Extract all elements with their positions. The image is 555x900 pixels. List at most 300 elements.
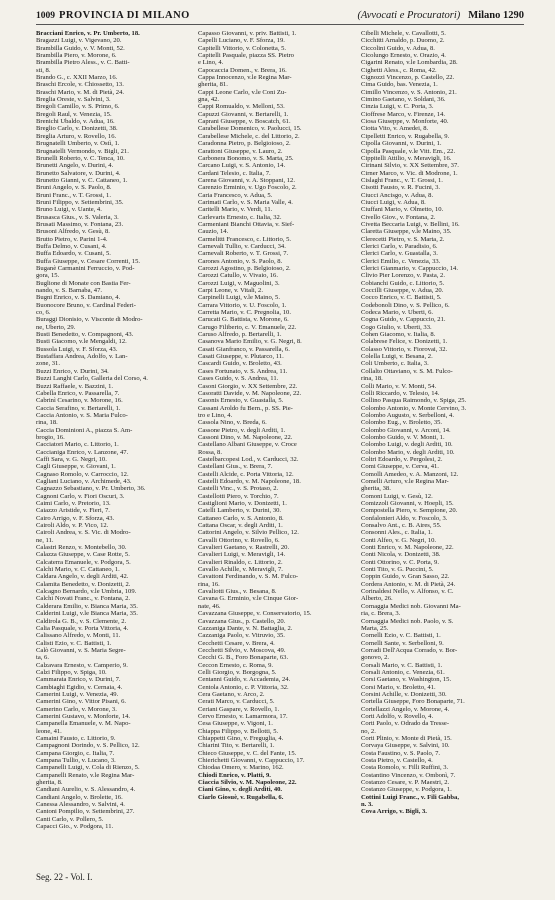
listing-entry: Colombo Luigi, v. degli Arditi, 10. <box>361 441 453 449</box>
listing-entry: Chiappetti Gino, v. Freguglia, 4. <box>198 735 284 742</box>
listing-entry: Carena Giovanni, v. A. Stoppani, 12. <box>198 176 295 184</box>
listing-entry: Capitelli Vittorio, v. Colonetta, 5. <box>198 44 287 52</box>
listing-entry: Cagliani Luciano, v. Archimede, 43. <box>36 477 132 485</box>
listing-entry: Capasso Giovanni, v. priv. Battisti, 1. <box>198 30 297 37</box>
listing-entry: Caccia Dominioni A., piazza S. Am- <box>36 426 133 434</box>
listing-entry: Calisti Ezio, v. C. Battisti, 1. <box>36 639 112 647</box>
listing-entry: Brenichi Ubaldo, v. Adua, 16. <box>36 118 115 126</box>
listing-entry: Carpinelli Luigi, v.le Maino, 5. <box>198 294 280 302</box>
listing-entry: Carabellese Michele, c. del Littorio, 2. <box>198 132 300 140</box>
listing-entry: Consonni Ales., c. Italia, 1. <box>361 529 433 537</box>
listing-entry: Carnevali Roberto, v. T. Grossi, 7. <box>198 250 289 258</box>
listing-entry: Cighetti Aless., c. Roma, 42. <box>361 66 437 74</box>
listing-entry: Cottini Luigi Franc., v. Fili Gabba, <box>361 793 460 801</box>
listing-entry: Breglia Arturo, v. Rovello, 16. <box>36 132 117 140</box>
listing-entry: Comizzoli Giovanni, v. Hoepli, 15. <box>361 500 454 507</box>
listing-entry: Collino Pasqua Raimondo, v. Spiga, 25. <box>361 397 467 405</box>
listing-entry: Cesa Giuseppe, v. Vigoni, 1. <box>198 720 273 728</box>
listing-entry: Cortella Giuseppe, Foro Bonaparte, 71. <box>361 698 465 706</box>
listing-entry: Brusoni Alfredo, v. Gesù, 8. <box>36 228 110 236</box>
listing-entry: Civetta Beccaria Luigi, v. Bellini, 16. <box>361 220 460 228</box>
listing-entry: Catelli Lamberto, v. Durini, 30. <box>198 507 282 515</box>
listing-entry: Cera Gaetano, v. Arco, 2. <box>198 690 265 698</box>
listing-entry: Costanzo Cesare, v. P. Maestri, 2. <box>361 779 450 787</box>
listing-entry: Buonocore Bruno, v. Cardinal Federi- <box>36 301 136 309</box>
listing-entry: Cappi Leone Carlo, v.le Coni Zu- <box>198 88 287 96</box>
listing-entry: leone, 41. <box>36 727 62 735</box>
listing-entry: Caccia Antonio, v. S. Maria Fulco- <box>36 411 128 419</box>
listing-entry: Cappa Innocenzo, v.le Regina Mar- <box>198 74 292 82</box>
listing-entry: Costa Faustino, v. S. Paolo, 7. <box>361 749 441 757</box>
listing-entry: Costa Pietro, v. Castello, 4. <box>361 757 433 765</box>
listing-entry: Clerici Emilio, c. Venezia, 33. <box>361 257 441 265</box>
listing-entry: Cattaneo Carlo, v. S. Antonio, 8. <box>198 514 284 522</box>
city-year: Milano 1290 <box>468 10 524 21</box>
listing-entry: Colabrese Felice, v. Donizetti, 1. <box>361 338 448 346</box>
listing-entry: Cavalieri Rinaldo, c. Littorio, 2. <box>198 558 283 566</box>
listing-entry: Capelli Luciano, v. F. Sforza, 19. <box>198 37 285 45</box>
listing-entry: Cases Fortunato, v. S. Andrea, 11. <box>198 367 288 375</box>
listing-entry: Carozzi Luigi, v. Maguolini, 3. <box>198 279 280 287</box>
listing-entry: Conti Alfeo, v. G. Negri, 10. <box>361 536 437 544</box>
listing-entry: ne, Uberto, 29. <box>36 323 76 331</box>
listing-entry: Cogo Giulio, v. Uberti, 33. <box>361 323 432 331</box>
listing-column-1 <box>36 30 194 865</box>
listing-entry: Carattoni Giuseppe, v. Lauro, 2. <box>198 147 283 155</box>
listing-entry: sti, 8. <box>36 66 51 74</box>
listing-entry: Cioffrese Marco, v. Firenze, 14. <box>361 110 446 118</box>
listing-entry: Cairoli Andrea, v. S. Vic. di Modro- <box>36 529 131 537</box>
listing-entry: Brusati Massimo, v. Fontana, 23. <box>36 220 124 228</box>
listing-entry: Castiglioni Mario, v. Donizetti, 1. <box>198 500 287 507</box>
listing-entry: Brambilla Guido, v. V. Monti, 52. <box>36 44 125 52</box>
listing-entry: Caradonna Pietro, p. Belgioioso, 2. <box>198 140 291 148</box>
listing-entry: Brunelli Roberto, v. C. Tenca, 10. <box>36 154 125 162</box>
listing-entry: Conti Ottorino, v. C. Porta, 9. <box>361 558 439 566</box>
listing-entry: Cabrinì Cesarino, v. Morone, 16. <box>36 397 123 405</box>
listing-entry: Cantoni Pompilio, v. Settembrini, 27. <box>36 808 135 816</box>
listing-entry: Celli Giorgio, v. Borgogna, 5. <box>198 668 277 676</box>
listing-entry: Clivio Pier Lorenzo, v. Pasta, 2. <box>361 272 445 280</box>
listing-entry: gora, 15. <box>36 272 60 280</box>
listing-entry: Cairo Arrigo, v. F. Sforza, 43. <box>36 514 115 522</box>
listing-entry: Bregoli Camillo, v. S. Primo, 6. <box>36 103 120 111</box>
listing-entry: Castelbarcopesi Lod., v. Carducci, 32. <box>198 455 299 463</box>
listing-entry: Buganè Carmanini Ferruccio, v. Pod- <box>36 265 135 272</box>
listing-entry: Braschi Ercole, v. Chiossetto, 13. <box>36 81 124 89</box>
listing-entry: Casonis Ernesto, v. Guastalla, 5. <box>198 397 284 405</box>
listing-entry: nando, v. S. Barnaba, 47. <box>36 287 103 295</box>
page-title: PROVINCIA DI MILANO <box>59 10 190 21</box>
listing-entry: Cecchetti Cesare, v. Brera, 4. <box>198 639 275 647</box>
listing-entry: Cascardi Guido, v. Broletto, 43. <box>198 360 282 368</box>
listing-entry: Cazzaniga Dante, v. N. Battaglia, 2. <box>198 624 293 632</box>
listing-entry: Brunetto Salvatore, v. Durini, 4. <box>36 169 121 177</box>
listing-entry: Ciarlo Giosuè, v. Rugabella, 6. <box>198 793 284 801</box>
listing-entry: Busti Benedetto, v. Compagnoni, 43. <box>36 331 134 339</box>
listing-entry: Cases Guido, v. S. Andrea, 11. <box>198 375 279 383</box>
listing-entry: Calcaterra Emanuele, v. Podgora, 5. <box>36 558 131 566</box>
listing-entry: co, 6. <box>36 309 51 317</box>
listing-entry: Brando G., c. XXII Marzo, 16. <box>36 74 118 82</box>
listing-entry: Cassone Pietro, v. degli Arditi, 1. <box>198 426 286 434</box>
listing-entry: zone, 31. <box>36 360 60 368</box>
listing-entry: ria, c. Brera, 3. <box>361 610 401 618</box>
listing-entry: Collalto Ottaviano, v. S. M. Fulco- <box>361 367 453 375</box>
listing-entry: Cobianchi Guido, c. Littorio, 5. <box>361 279 445 287</box>
listing-entry: Breglio Carlo, v. Donizetti, 38. <box>36 125 118 133</box>
listing-entry: Chieco Giuseppe, v. C. del Fante, 15. <box>198 749 297 757</box>
listing-entry: Calia Pasquale, v. Porta Vittoria, 4. <box>36 624 129 632</box>
listing-entry: Candiani Angelo, v. Brolette, 16. <box>36 793 123 801</box>
listing-entry: Cazzaniga Paolo, v. Vitruvio, 35. <box>198 632 285 640</box>
listing-entry: Colombo Mario, v. degli Arditi, 10. <box>361 448 455 456</box>
listing-entry: Cavazzana Giuseppe, v. Conservatorio, 15. <box>198 610 312 618</box>
listing-entry: Campanelli Luigi, v. Cola di Rienzo, 5. <box>36 764 140 772</box>
listing-entry: Civello Giov., v. Fontana, 2. <box>361 213 436 221</box>
listing-entry: Cicchitti Arnaldo, p. Duomo, 2. <box>361 37 445 45</box>
listing-entry: Carmelitti Francesco, c. Littorio, 5. <box>198 235 292 243</box>
listing-entry: Ciani Gino, v. degli Arditi, 40. <box>198 786 283 794</box>
listing-entry: Campana Tullio, v. Lucano, 3. <box>36 757 116 765</box>
listing-entry: Brunetti Angelo, v. Durini, 4. <box>36 162 114 170</box>
listing-entry: Canessa Alessandro, v. Salvini, 4. <box>36 801 125 809</box>
listing-entry: Cimino Gaetano, v. Soldani, 36. <box>361 96 446 104</box>
listing-entry: Clerici Gianmario, v. Cappuccio, 14. <box>361 265 458 272</box>
listing-entry: Calderara Emilio, v. Bianca Maria, 35. <box>36 602 138 610</box>
listing-entry: Caria Francesco, v. Adua, 5. <box>198 191 273 199</box>
listing-entry: Carucati G. Battista, v. Morone, 6. <box>198 316 289 324</box>
listing-entry: Casoratti Davide, v. M. Napoleone, 22. <box>198 389 302 397</box>
listing-entry: Caccianiga Enrico, v. Lanzone, 47. <box>36 448 129 456</box>
listing-entry: Camerini Gino, v. Vittor Pisani, 6. <box>36 698 127 706</box>
listing-entry: Ciucci Ancisgo, v. Adua, 8. <box>361 191 434 199</box>
listing-entry: Caffi Sara, v. G. Negri, 10. <box>36 455 107 463</box>
listing-entry: Codebonoli Dino, v. S. Pellico, 6. <box>361 301 450 309</box>
listing-entry: Casati Giuseppe, v. Plutarco, 11. <box>198 353 284 361</box>
page-number: 1009 <box>36 11 55 21</box>
listing-entry: Corsali Antonio, c. Venezia, 61. <box>361 668 445 676</box>
listing-entry: Bruni Franc., v. T. Grossi, 1. <box>36 191 111 199</box>
listing-entry: Canti Carlo, v. Pollero, 5. <box>36 815 104 823</box>
listing-entry: Capacci Gio., v. Podgora, 11. <box>36 823 114 831</box>
listing-entry: Carozzi Agostino, p. Belgioioso, 2. <box>198 265 291 272</box>
listing-entry: Cardani Telesio, c. Italia, 7. <box>198 169 271 177</box>
listing-entry: Bregoli Raul, v. Venezia, 15. <box>36 110 112 118</box>
listing-entry: Caiazzo Aristide, v. Fieri, 7. <box>36 507 110 515</box>
listing-entry: Colombo Eug., v. Broletto, 35. <box>361 419 443 427</box>
listing-entry: Cavaliotti Gius., v. Besana, 8. <box>198 588 277 596</box>
listing-entry: Alberto, 26. <box>361 595 393 603</box>
listing-entry: Corti Adolfo, v. Rovello, 4. <box>361 712 434 720</box>
listing-entry: Calchi Novati Franc., v. Fontana, 2. <box>36 595 131 603</box>
listing-entry: Caprani Giuseppe, v. Boscatch, 61. <box>198 118 291 126</box>
listing-entry: Calcagno Bernardo, v.le Umbria, 109. <box>36 588 137 596</box>
listing-entry: Caritelli Mario, v. Verdi, 11. <box>198 206 273 214</box>
listing-entry: Buglione di Monate con Bastia Fer- <box>36 279 131 287</box>
listing-entry: Bragazzi Luigi, v. Vigevano, 20. <box>36 37 122 45</box>
listing-entry: Brugnatelli Umberto, v. Ostì, 1. <box>36 140 120 148</box>
listing-entry: Bruno Luigi, v. Uante, 4. <box>36 206 102 214</box>
listing-entry: e Lino, 4. <box>198 59 224 67</box>
listing-entry: rina, 16. <box>198 580 220 588</box>
listing-entry: Cavallo Achille, v. Meravigli, 7. <box>198 566 283 574</box>
listing-entry: Costa Romolo, v. Filli Ruffini, 3. <box>361 764 449 772</box>
listing-entry: rina, 18. <box>36 419 58 427</box>
listing-entry: Cattorini Angelo, v. Silvio Pellico, 12. <box>198 529 299 537</box>
listing-entry: Cigarini Renato, v.le Lombardia, 28. <box>361 59 458 67</box>
listing-entry: Chiappa Filippo, v. Bellotti, 5. <box>198 727 279 735</box>
listing-entry: Cogna Guido, v. Cappuccio, 21. <box>361 316 446 324</box>
listing-entry: Brugnatelli Vermondo, v. Bigli, 21. <box>36 147 129 155</box>
listing-entry: Campagnoni Dorindo, v. S. Pellico, 12. <box>36 742 140 750</box>
listing-entry: Cirner Marco, v. Vic. di Modrone, 1. <box>361 169 458 177</box>
listing-entry: Calderini Luigi, v.le Bianca Maria, 35. <box>36 610 138 618</box>
listing-entry: Corsali Mario, v. C. Battisti, 1. <box>361 661 443 669</box>
listing-entry: Cima Guido, bas. Venezia, 1. <box>361 81 438 89</box>
listing-entry: gherita, 38. <box>361 485 391 493</box>
listing-entry: Corradi Dell'Acqua Corrado, v. Bor- <box>361 646 458 654</box>
listing-entry: Caruso Alfredo, p. Bertarelli, 1. <box>198 331 282 339</box>
listing-entry: Cacciatori Mario, c. Littorio, 1. <box>36 441 119 449</box>
listing-entry: Cohen Giacomo, v. Italia, 8. <box>361 331 436 339</box>
listing-entry: Colella Luigi, v. Besana, 2. <box>361 353 433 361</box>
listing-entry: Claretta Giuseppe, v.le Maino, 35. <box>361 228 452 236</box>
listing-entry: gna, 42. <box>198 96 220 104</box>
listing-entry: Ciuffani Mario, v. Olmetto, 10. <box>361 206 444 214</box>
listing-entry: Camerini Gustavo, v. Monforte, 14. <box>36 712 131 720</box>
listing-entry: Colasso Vittorio, v. Fiorovai, 32. <box>361 345 448 353</box>
listing-entry: Colli Riccardo, v. Telesio, 14. <box>361 389 440 397</box>
listing-entry: Cornaggia Medici nob. Paolo, v. S. <box>361 617 454 625</box>
listing-entry: Coccilli Giuseppe, v. Adua, 20. <box>361 287 444 295</box>
listing-entry: rina, 18. <box>361 375 383 383</box>
listing-entry: Caimi Carlo, v. Pretorio, 13. <box>36 500 111 507</box>
listing-entry: Cabella Enrico, v. Passarella, 7. <box>36 389 120 397</box>
listing-entry: Castellani Gius., v. Brera, 7. <box>198 463 273 471</box>
listing-entry: Cibelli Michele, v. Cavallotti, 5. <box>361 30 446 37</box>
listing-entry: Cammarata Enrico, v. Durini, 7. <box>36 676 121 684</box>
listing-entry: Brambilla Pietro Aless., v. C. Batti- <box>36 59 130 67</box>
listing-entry: no, 2. <box>361 727 376 735</box>
listing-entry: Buzzi Raffaele, v. Bazzini, 1. <box>36 382 114 390</box>
page-footer: Seg. 22 - Vol. I. <box>36 872 93 882</box>
listing-entry: Camaini Fausto, c. Littorio, 9. <box>36 735 116 742</box>
listing-entry: Cattana Oscar, v. degli Arditi, 1. <box>198 522 283 530</box>
listing-entry: Cocco Enrico, v. C. Battisti, 5. <box>361 294 442 302</box>
listing-entry: Cambiaghi Egidio, v. Cernaia, 4. <box>36 683 123 691</box>
listing-entry: Carimati Carlo, v. S. Maria Valle, 4. <box>198 198 293 206</box>
listing-entry: Corsi Gaetano, v. Washington, 15. <box>361 676 452 684</box>
listing-entry: Cignozzi Vincenzo, p. Castello, 22. <box>361 74 455 82</box>
listing-entry: Cicolungo Ernesto, v. Orazio, 4. <box>361 52 446 60</box>
listing-entry: Cisotti Fausto, v. R. Fucini, 3. <box>361 184 441 192</box>
listing-entry: Coppin Guido, v. Gran Sasso, 22. <box>361 573 450 581</box>
listing-entry: tro e Lino, 4. <box>198 411 233 419</box>
listing-entry: Clerici Carlo, v. Paradisio, 6. <box>361 242 438 250</box>
listing-entry: Buffa Giuseppe, v. Cesare Correnti, 15. <box>36 257 141 265</box>
listing-entry: Caccia Serafino, v. Bertarelli, 1. <box>36 404 121 412</box>
listing-entry: Codeca Mario, v. Uberti, 6. <box>361 309 434 317</box>
listing-entry: Ciotta Vito, v. Amedei, 8. <box>361 125 429 133</box>
listing-entry: Carbonera Bonomo, v. S. Marta, 25. <box>198 154 294 162</box>
listing-entry: Casoni Giorgio, v. XX Settembre, 22. <box>198 382 298 390</box>
listing-entry: Caldirola G. B., v. S. Clemente, 2. <box>36 617 127 625</box>
page-header <box>36 10 524 25</box>
listing-entry: Compostella Piero, v. Sempione, 20. <box>361 507 458 515</box>
listing-entry: Clerecetti Pietro, v. S. Marta, 2. <box>361 235 445 243</box>
listing-entry: Brutto Pietro, v. Parini 1-4. <box>36 235 108 243</box>
listing-entry: Carlevaris Ernesto, c. Italia, 32. <box>198 213 282 221</box>
listing-entry: Costanzo Giuseppe, v. Podgora, 1. <box>361 786 452 794</box>
listing-entry: ta, 6. <box>36 654 50 662</box>
listing-entry: Corsini Achille, v. Donizetti, 30. <box>361 690 447 698</box>
listing-entry: Cavalieri Luigi, v. Meravigli, 14. <box>198 551 286 559</box>
listing-entry: Ciaccia Silvio, v. M. Napoleone, 22. <box>198 779 297 787</box>
listing-entry: Cavana G. Erminio, v.le Cinque Gior- <box>198 595 299 603</box>
listing-entry: Chierichetti Giovanni, v. Cappuccio, 17. <box>198 757 305 765</box>
listing-entry: Cornelli Sante, v. Serbelloni, 9. <box>361 639 444 647</box>
listing-entry: Ciosa Giuseppe, v. Monforte, 40. <box>361 118 449 126</box>
listing-entry: gonovo, 2. <box>361 654 390 662</box>
listing-entry: brogio, 16. <box>36 433 65 441</box>
listing-entry: Castelli Vinc., v. S. Protaso, 2. <box>198 485 279 493</box>
listing-entry: Cagnazzo Sebastiano, v. Pr. Umberto, 36. <box>36 485 146 493</box>
listing-entry: Capitelli Pasquale, piazza SS. Pietro <box>198 52 294 60</box>
listing-entry: Cagnaso Romolo, v. Carroccio, 12. <box>36 470 129 478</box>
listing-entry: Cortellazzi Angelo, v. Morone, 4. <box>361 705 450 713</box>
listing-entry: Capuzzi Giovanni, v. Bertarelli, 1. <box>198 110 289 118</box>
listing-entry: Clerici Carlo, v. Guastalla, 3. <box>361 250 438 258</box>
listing-entry: Centola Antonio, c. P. Vittoria, 32. <box>198 683 289 691</box>
listing-entry: Campana Giorgio, c. Italia, 7. <box>36 749 115 757</box>
listing-entry: Colombo Giovanni, v. Arconi, 14. <box>361 426 451 434</box>
listing-entry: Cavalieri Gaetano, v. Rastrelli, 20. <box>198 544 290 552</box>
listing-entry: Ceriani Gaspare, v. Rovello, 1. <box>198 705 280 713</box>
listing-column-2 <box>198 30 356 865</box>
listing-entry: Carugo Filiberto, c. V. Emanuele, 22. <box>198 323 297 331</box>
listing-entry: Comolli Amedeo, v. A. Manzoni, 12. <box>361 470 459 478</box>
listing-entry: Chiodi Enrico, v. Platti, 9. <box>198 771 271 779</box>
listing-entry: Calastri Renzo, v. Montebello, 30. <box>36 544 127 552</box>
listing-entry: Confalonieri Aldo, v. Foscolo, 3. <box>361 514 448 522</box>
listing-entry: Cinzia Luigi, v. C. Porta, 3. <box>361 103 434 111</box>
listing-entry: Breglia Oreste, v. Salvini, 3. <box>36 96 111 104</box>
listing-entry: Brunetto Gianni, v. C. Cattaneo, 1. <box>36 176 128 184</box>
listing-entry: Cauzio, 14. <box>198 228 229 236</box>
listing-entry: Camerino Carlo, v. Morone, 3. <box>36 705 117 713</box>
listing-entry: Carenzio Erminio, v. Ugo Foscolo, 2. <box>198 184 297 192</box>
listing-entry: Chiodaa Omero, v. Marino, 162. <box>198 764 284 772</box>
listing-entry: Calzi Filippo, v. Spiga, 10. <box>36 668 107 676</box>
listing-entry: Comi Giuseppe, v. Cerva, 41. <box>361 463 439 471</box>
listing-entry: Cipolla Giovanni, v. Durini, 1. <box>361 140 442 148</box>
listing-entry: Cornaggia Medici nob. Giovanni Ma- <box>361 602 461 610</box>
listing-entry: Cassoni Dino, v. M. Napoleone, 22. <box>198 433 293 441</box>
listing-entry: Bugni Enrico, v. S. Damiano, 4. <box>36 294 121 302</box>
listing-entry: Carcano Luigi, v. S. Antonio, 14. <box>198 162 286 170</box>
listing-entry: Buffa Edoardo, v. Cusani, 5. <box>36 250 111 258</box>
listing-entry: Cavazzana Gius., p. Castello, 20. <box>198 617 286 625</box>
listing-entry: n. 3. <box>361 801 373 809</box>
listing-entry: Cimillo Vincenzo, v. S. Antonio, 21. <box>361 88 457 96</box>
listing-entry: Ciucci Luigi, v. Adua, 8. <box>361 198 426 206</box>
listing-entry: gherita, 81. <box>198 81 228 89</box>
listing-entry: Cagli Giuseppe, v. Giovani, 1. <box>36 463 116 471</box>
listing-entry: Campanelli Renato, v.le Regina Mar- <box>36 771 135 779</box>
listing-entry: Calzavara Ernesto, v. Camperio, 9. <box>36 661 128 669</box>
listing-entry: Cislaghi Franc., v. T. Grossi, 1. <box>361 176 443 184</box>
listing-entry: Braschi Mario, v. M. di Pietà, 24. <box>36 88 125 96</box>
listing-entry: Conti Nicola, v. Donizetti, 38. <box>361 551 441 559</box>
listing-entry: Camerini Luigi, v. Venezia, 49. <box>36 690 119 698</box>
listing-entry: Casati Gianfranco, v. Passarella, 6. <box>198 345 290 353</box>
listing-entry: Cordera Antonio, v. M. di Pietà, 24. <box>361 580 456 588</box>
listing-entry: Candiani Aurelio, v. S. Alessandro, 4. <box>36 786 136 794</box>
listing-entry: Cervo Ernesto, v. Lamarmora, 17. <box>198 712 288 720</box>
listing-entry: Carpi Leone, v. Vitali, 2. <box>198 287 263 295</box>
listing-entry: Cassola Nino, v. Breda, 6. <box>198 419 267 427</box>
listing-entry: Calissano Alfredo, v. Monti, 11. <box>36 632 121 640</box>
listing-entry: Carrara Vittorio, v. U. Foscolo, 1. <box>198 301 287 309</box>
listing-entry: Cairoli Aldo, v. P. Vico, 12. <box>36 522 109 530</box>
listing-entry: Campanella Emanuele, v. M. Napo- <box>36 720 131 728</box>
listing-entry: Calamita Benedetto, v. Donizetti, 2. <box>36 580 131 588</box>
listing-entry: Cerati Marco, v. Carducci, 5. <box>198 698 275 706</box>
listing-entry: Bruni Angelo, v. S. Paolo, 8. <box>36 184 112 192</box>
listing-entry: Carmeniani Bianchi Ottavia, v. Sief- <box>198 220 295 228</box>
listing-entry: Carones Antonio, v. S. Paolo, 8. <box>198 257 283 265</box>
listing-entry: Capocaccia Domen., v. Brera, 16. <box>198 66 287 74</box>
listing-entry: Buzzi Langhi Carlo, Galleria del Corso, 4. <box>36 375 148 383</box>
listing-entry: gherita, 8. <box>36 779 63 787</box>
listing-entry: Casanova Mario Emilio, v. G. Negri, 8. <box>198 338 302 346</box>
listing-entry: Rossa, 8. <box>198 448 222 456</box>
listing-entry: Carozzi Catullo, v. Vivaio, 16. <box>198 272 278 280</box>
listing-entry: Buzzi Enrico, v. Durini, 34. <box>36 367 109 375</box>
listing-entry: Consalvo Ant., c. B. Aires, 55. <box>361 522 442 530</box>
listing-entry: Ceccon Ernesto, c. Roma, 9. <box>198 661 274 669</box>
listing-entry: Corti Plinio, v. Monte di Pietà, 15. <box>361 735 452 742</box>
listing-entry: Coli Umberto, c. Italia, 3. <box>361 360 429 368</box>
listing-entry: Cipolla Pasquale, v.le Vitt. Em., 22. <box>361 147 456 155</box>
listing-entry: Castellotti Piero, v. Torchio, 7. <box>198 492 279 500</box>
listing-entry: Bracciani Enrico, v. Pr. Umberto, 18. <box>36 30 140 37</box>
listing-entry: Cirinani Silvio, v. XX Settembre, 37. <box>361 162 459 170</box>
listing-entry: Colli Mario, v. V. Monti, 54. <box>361 382 437 390</box>
listing-entry: Castellano Albani Giuseppe, v. Croce <box>198 441 297 449</box>
listing-entry: Carretta Mario, v. C. Pregnolia, 10. <box>198 309 291 317</box>
listing-entry: Conti Enrico, v. M. Napoleone, 22. <box>361 544 454 552</box>
listing-entry: Cippitelli Attilio, v. Meravigli, 16. <box>361 154 452 162</box>
listing-entry: ne, 11. <box>36 536 54 544</box>
listing-entry: Costantino Vincenzo, v. Ombonì, 7. <box>361 771 456 779</box>
listing-entry: Brambilla Piero, v. Morone, 6. <box>36 52 117 60</box>
listing-entry: Carnevali Tullio, v. Carducci, 34. <box>198 242 286 250</box>
listing-entry: Castelli Edoardo, v. M. Napoleone, 18. <box>198 477 301 485</box>
listing-entry: nate, 46. <box>198 602 221 610</box>
section-title: (Avvocati e Procuratori) <box>357 10 461 21</box>
listing-entry: Colombo Antonio, v. Monte Cervino, 3. <box>361 404 467 412</box>
listing-entry: Chiarini Tito, v. Bertarelli, 1. <box>198 742 275 750</box>
listing-entry: Cornelli Ezio, v. C. Battisti, 1. <box>361 632 441 640</box>
listing-entry: Coltri Edoardo, v. Pergolesi, 2. <box>361 455 443 463</box>
listing-entry: Cappi Romualdo, v. Melloni, 53. <box>198 103 285 111</box>
listing-entry: Cassani Aroldo fu Bern., p. SS. Pie- <box>198 404 293 412</box>
listing-entry: Bruni Filippo, v. Settembrini, 35. <box>36 198 124 206</box>
listing-entry: Bustaffara Andrea, Adolfo, v. Lan- <box>36 353 128 361</box>
listing-entry: Conti Tito, v. G. Puccini, 5. <box>361 566 434 574</box>
